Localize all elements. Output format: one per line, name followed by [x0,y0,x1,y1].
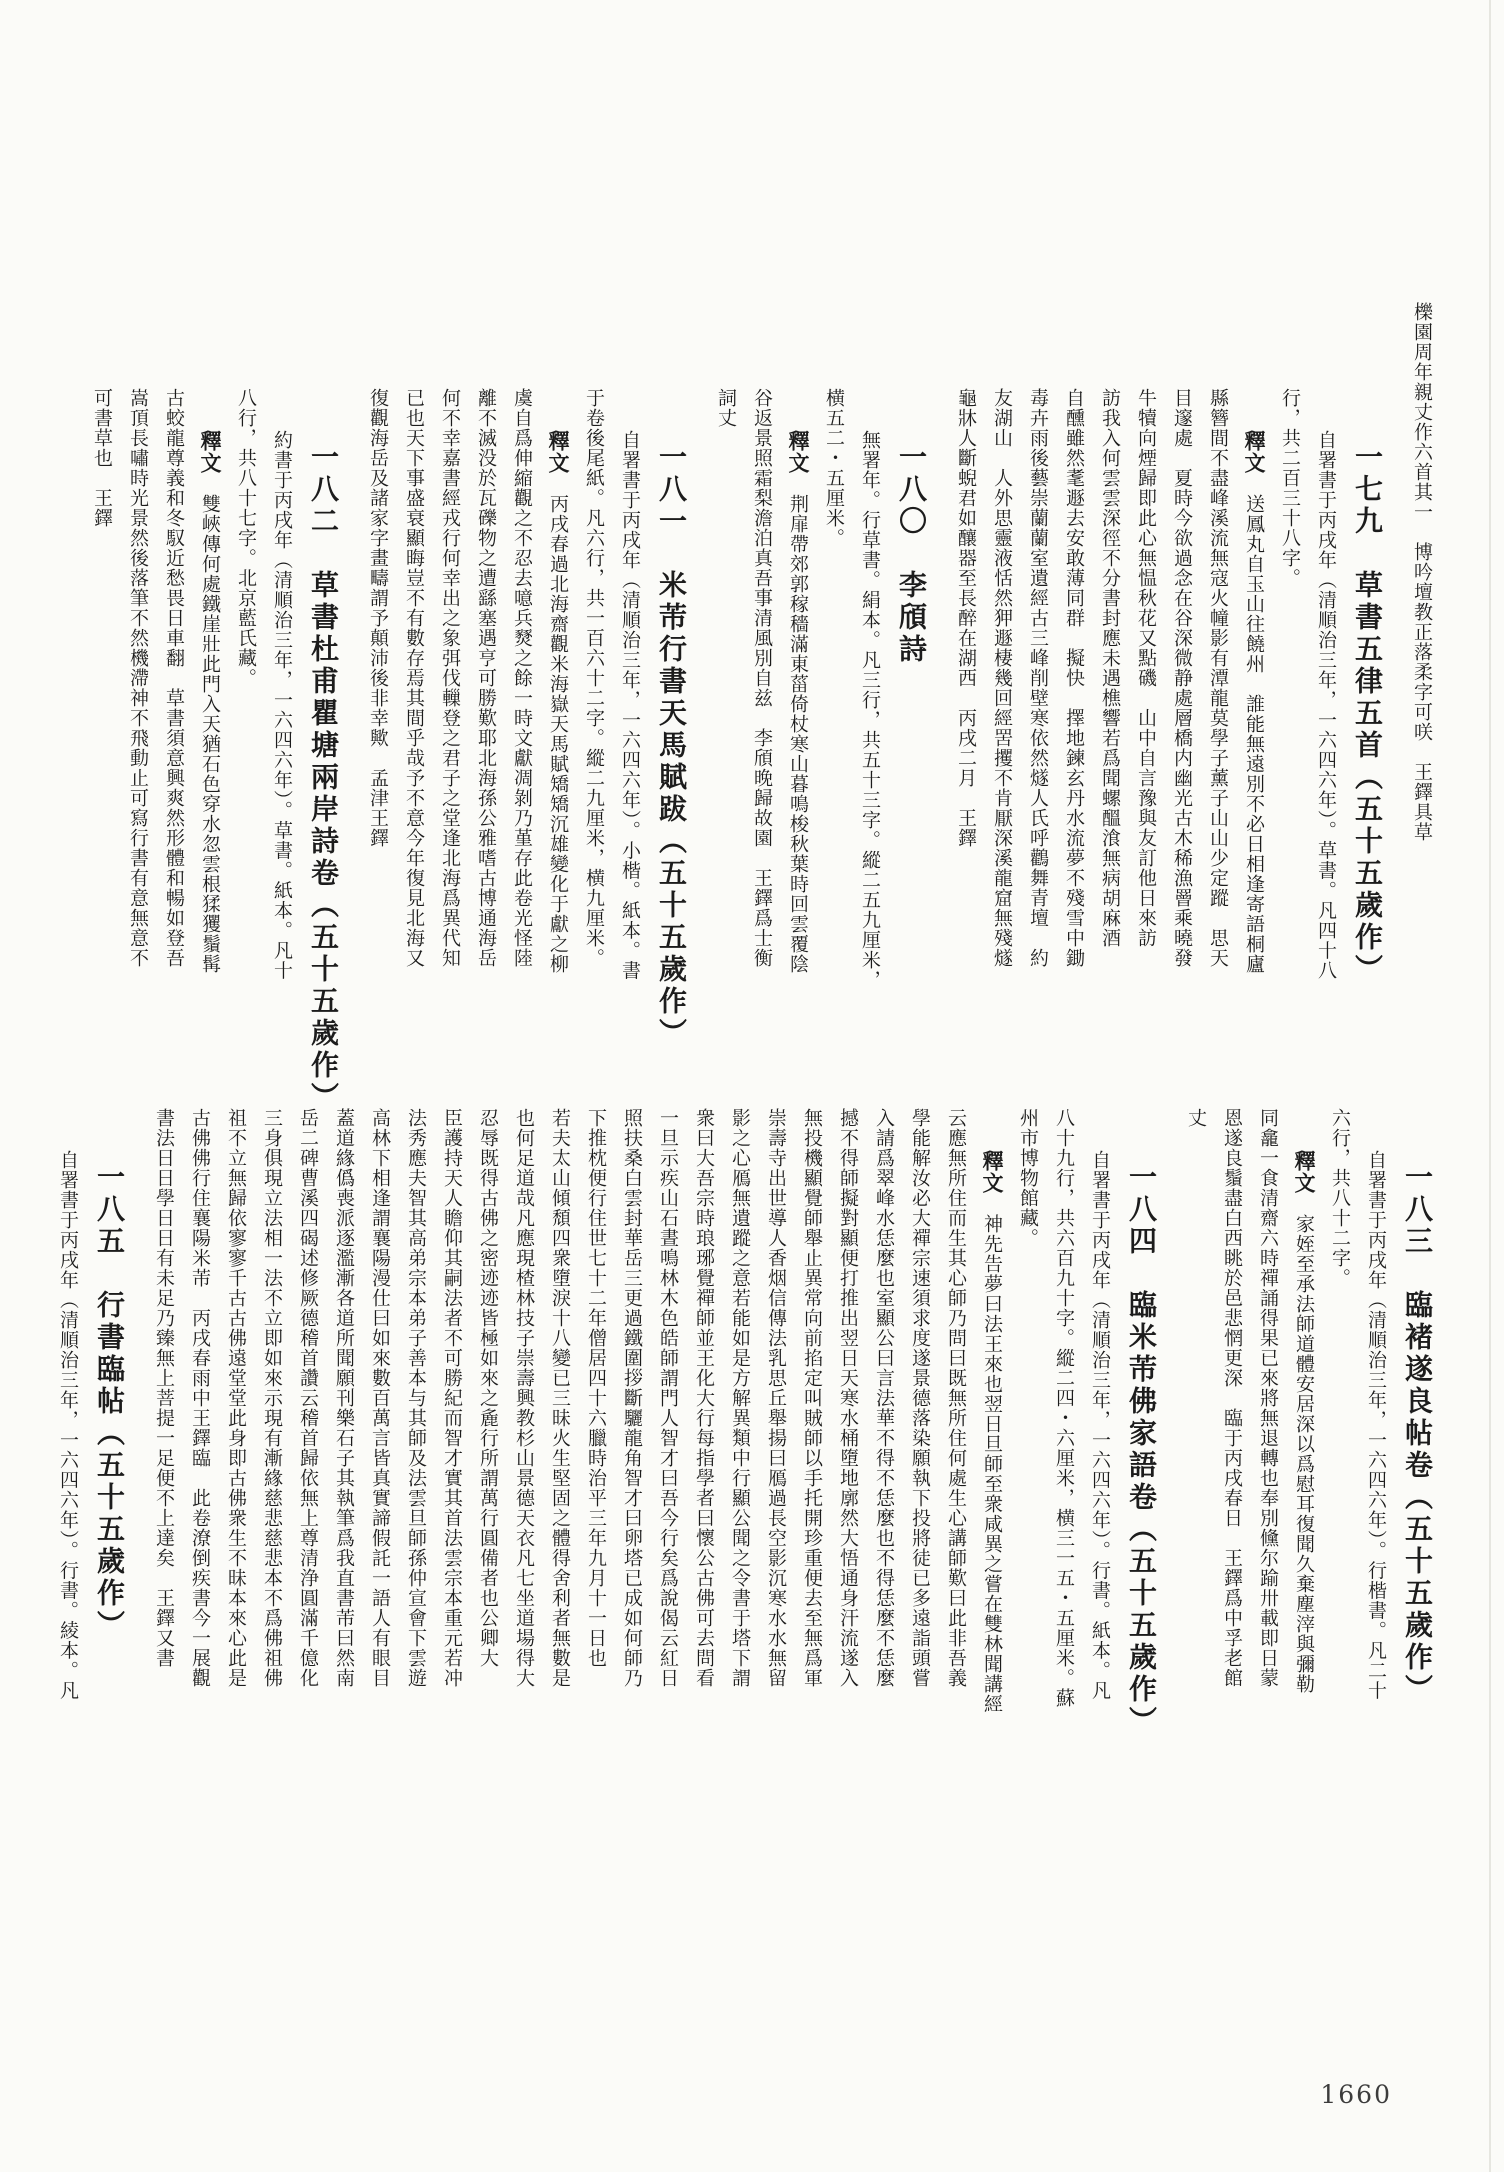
paragraph-first-column: 無署年。行草書。絹本。凡三行，共五十三字。縱二五九厘米， [859,430,881,990]
text-column: 毒卉雨後藝崇蘭蘭室遺經古三峰削壁寒依然燧人氏呼鸛舞青壇 約 [1027,388,1049,968]
text-column: 祖不立無歸依寥寥千古古佛遠堂堂此身即古佛衆生不昧本來心此是 [225,1108,247,1688]
text-column: 崇壽寺出世導人香烟信傳法乳思丘舉揚曰鴈過長空影沉寒水水無留 [765,1108,787,1688]
text-column: 六行，共八十二字。 [1329,1108,1351,1288]
text-column: 臣護持天人瞻仰其嗣法者不可勝紀而智才實其首法雲宗本重元若冲 [441,1108,463,1688]
text-column: 若夫太山傾頹四衆墮淚十八變已三昧火生堅固之體得舍利者無數是 [549,1108,571,1688]
shiwen-label: 釋文 [1242,430,1267,474]
page-number: 1660 [1320,2080,1392,2109]
text-column: 撼不得師擬對顯便打推出翌日天寒水桶墮地廓然大悟通身汗流遂入 [837,1108,859,1688]
text-column: 自醺雖然耄遯去安敢薄同群 擬快 擇地鍊玄丹水流夢不殘雪中鋤 [1063,388,1085,968]
entry-title-column: 一八一 米芾行書天馬賦跋（五十五歲作） [655,442,688,1050]
text-column: 影之心鴈無遺蹤之意若能如是方解異類中行顯公聞之令書于塔下謂 [729,1108,751,1688]
shiwen-label: 釋文 [546,430,571,474]
text-column: 同龕一食清齋六時禪誦得果已來將無退轉也奉別儵尔踰卅載即日蒙 [1257,1108,1279,1688]
text-column: 離不滅没於瓦礫物之遭繇塞遇亨可勝歎耶北海孫公雅嗜古博通海岳 [475,388,497,968]
text-column: 一旦示疾山石晝鳴林木色皓師謂門人智才曰吾今行矣爲說偈云紅日 [657,1108,679,1688]
text-column: 何不幸嘉書經戎行何幸出之象弭伐轈登之君子之堂逢北海爲異代知 [439,388,461,968]
entry-title-column: 一八二 草書杜甫瞿塘兩岸詩卷（五十五歲作） [307,442,340,1114]
text-column: 入請爲翠峰水恁麼也室顯公曰言法華不得不恁麼也不得恁麼不恁麼 [873,1108,895,1688]
paragraph-first-column: 釋文 神先告夢曰法王來也翌日旦師至衆咸異之嘗在雙林聞講經 [980,1150,1005,1714]
text-column: 友湖山 人外思靈液恬然狎遯棲幾回經罟攫不肯厭深溪龍窟無殘燧 [991,388,1013,968]
paragraph-first-column: 自署書于丙戌年（清順治三年，一六四六年）。行楷書。凡二十 [1365,1150,1387,1701]
text-column: 無投機顯覺師舉止異常向前掐定叫賊師以手托開珍重便去至無爲軍 [801,1108,823,1688]
text-column: 八十九行，共六百九十字。縱二四・六厘米，横三一五・五厘米。蘇 [1053,1108,1075,1708]
shiwen-label: 釋文 [980,1150,1005,1194]
text-column: 行，共二百三十八字。 [1279,388,1301,588]
page-edge-crease [1489,0,1491,2172]
text-column: 也何足道哉凡應現楂林技子崇壽興教杉山景德天衣凡七坐道場得大 [513,1108,535,1688]
entry-title-column: 一八五 行書臨帖（五十五歲作） [93,1162,126,1642]
paragraph-first-column: 自署書于丙戌年（清順治三年，一六四六年）。小楷。紙本。書 [619,430,641,981]
text-column: 州市博物館藏。 [1017,1108,1039,1248]
text-column: 忍辱既得古佛之密迹迹皆極如來之麁行所謂萬行圓備者也公卿大 [477,1108,499,1668]
text-column: 衆曰大吾宗時琅琊覺禪師並王化大行每指學者曰懷公古佛可去問看 [693,1108,715,1688]
text-column: 蓋道緣僞喪派逐濫漸各道所聞願刊樂石子其執筆爲我直書芾曰然南 [333,1108,355,1688]
text-column: 横五二・五厘米。 [823,388,845,548]
text-column: 法秀應夫智其高弟宗本弟子善本与其師及法雲旦師孫仲宣會下雲遊 [405,1108,427,1688]
text-column: 古蛟龍尊義和冬馭近愁畏日車翻 草書須意興爽然形體和暢如登吾 [163,388,185,968]
paragraph-first-column: 釋文 雙峽傳何處鐵崖壯此門入天猶石色穿水忽雲根猱玃鬚髯 [198,430,223,974]
text-column: 書法日日學日日有未足乃臻無上菩提一足便不上達矣 王鐸又書 [153,1108,175,1668]
text-column: 谷返景照霜梨澹泊真吾事清風別自兹 李頎晚歸故園 王鐸爲士衡 [751,388,773,968]
text-column: 于卷後尾紙。凡六行，共一百六十二字。縱二九厘米，横九厘米。 [583,388,605,968]
text-column: 目邃處 夏時今欲過念在谷深微静處層橋内幽光古木稀漁罾乘曉發 [1171,388,1193,968]
entry-title-column: 一八四 臨米芾佛家語卷（五十五歲作） [1125,1162,1158,1738]
text-column: 虞自爲伸縮觀之不忍去噫兵燹之餘一時文獻凋剝乃堇存此卷光怪陸 [511,388,533,968]
text-column: 八行，共八十七字。北京藍氏藏。 [235,388,257,688]
text-column: 高林下相逢謂襄陽漫仕曰如來數百萬言皆真實諦假託一語人有眼目 [369,1108,391,1688]
text-column: 學能解汝必大禪宗速須求度遂景德落染願執下投將徒已多遠詣頭嘗 [909,1108,931,1688]
text-column: 丈 [1185,1108,1207,1128]
text-column: 訪我入何雲雲深徑不分書封應未遇樵響若爲聞螺醞湌無病胡麻酒 [1099,388,1121,948]
entry-title-column: 一七九 草書五律五首（五十五歲作） [1351,442,1384,986]
paragraph-first-column: 釋文 家姪至承法師道體安居深以爲慰耳復聞久棄塵滓與彌勒 [1292,1150,1317,1694]
text-column: 恩遂良鬚盡白西眺於邑悲惘更深 臨于丙戌春日 王鐸爲中孚老館 [1221,1108,1243,1688]
entry-title-column: 一八〇 李頎詩 [895,442,928,666]
text-column: 三身俱現立法相一法不立即如來示現有漸緣慈悲慈悲本不爲佛祖佛 [261,1108,283,1688]
paragraph-first-column: 自署書于丙戌年（清順治三年，一六四六年）。行書。紙本。凡 [1089,1150,1111,1701]
text-column: 可書草也 王鐸 [91,388,113,528]
text-column: 古佛佛行住襄陽米芾 丙戌春雨中王鐸臨 此卷潦倒疾書今一展觀 [189,1108,211,1688]
text-column: 下推枕便行住世七十二年僧居四十六臘時治平三年九月十一日也 [585,1108,607,1668]
paragraph-first-column: 釋文 丙戌春過北海齋觀米海嶽天馬賦矯矯沉雄變化于獻之柳 [546,430,571,974]
entry-title-column: 一八三 臨褚遂良帖卷（五十五歲作） [1401,1162,1434,1706]
bottom-section [50,1022,1440,1738]
paragraph-first-column: 約書于丙戌年（清順治三年，一六四六年）。草書。紙本。凡十 [271,430,293,981]
paragraph-first-column: 釋文 荆扉帶郊郭稼穡滿東菑倚杖寒山暮鳴梭秋葉時回雲覆陰 [786,430,811,974]
text-column: 牛犢向煙歸即此心無愠秋花又點磯 山中自言豫與友訂他日來訪 [1135,388,1157,948]
paragraph-first-column: 釋文 送鳳丸自玉山往饒州 誰能無遠別不必日相逢寄語桐廬 [1242,430,1267,974]
shiwen-label: 釋文 [1292,1150,1317,1194]
text-column: 詞丈 [715,388,737,428]
paragraph-first-column: 自署書于丙戌年（清順治三年，一六四六年）。行書。綾本。凡 [57,1150,79,1701]
top-section [84,302,1440,1114]
text-column: 照扶桑白雲封華岳三更過鐵圍拶斷驪龍角智才曰卵塔已成如何師乃 [621,1108,643,1688]
shiwen-label: 釋文 [198,430,223,474]
text-column: 復觀海岳及諸家字畫疇謂予顛沛後非幸歟 孟津王鐸 [367,388,389,848]
text-column: 縣簪間不盡峰溪流無寇火幢影有潭龍莫學子薰子山山少定蹤 思天 [1207,388,1229,968]
shiwen-label: 釋文 [786,430,811,474]
text-column: 龜牀人斷蜺君如釀器至長醉在湖西 丙戌二月 王鐸 [955,388,977,848]
text-column: 已也天下事盛衰顯晦豈不有數存焉其間乎哉予不意今年復見北海又 [403,388,425,968]
text-column: 嵩頂長嘯時光景然後落筆不然機滯神不飛動止可寫行書有意無意不 [127,388,149,968]
text-column: 岳二碑曹溪四碣述修厥德稽首讚云稽首歸依無上尊清浄圓滿千億化 [297,1108,319,1688]
paragraph-first-column: 自署書于丙戌年（清順治三年，一六四六年）。草書。凡四十八 [1315,430,1337,981]
text-column: 云應無所住而生其心師乃問曰既無所住何處生心講師歎曰此非吾義 [945,1108,967,1688]
continuation-column: 櫟園周年親丈作六首其一 博吟壇教正落柔字可咲 王鐸具草 [1411,302,1433,842]
